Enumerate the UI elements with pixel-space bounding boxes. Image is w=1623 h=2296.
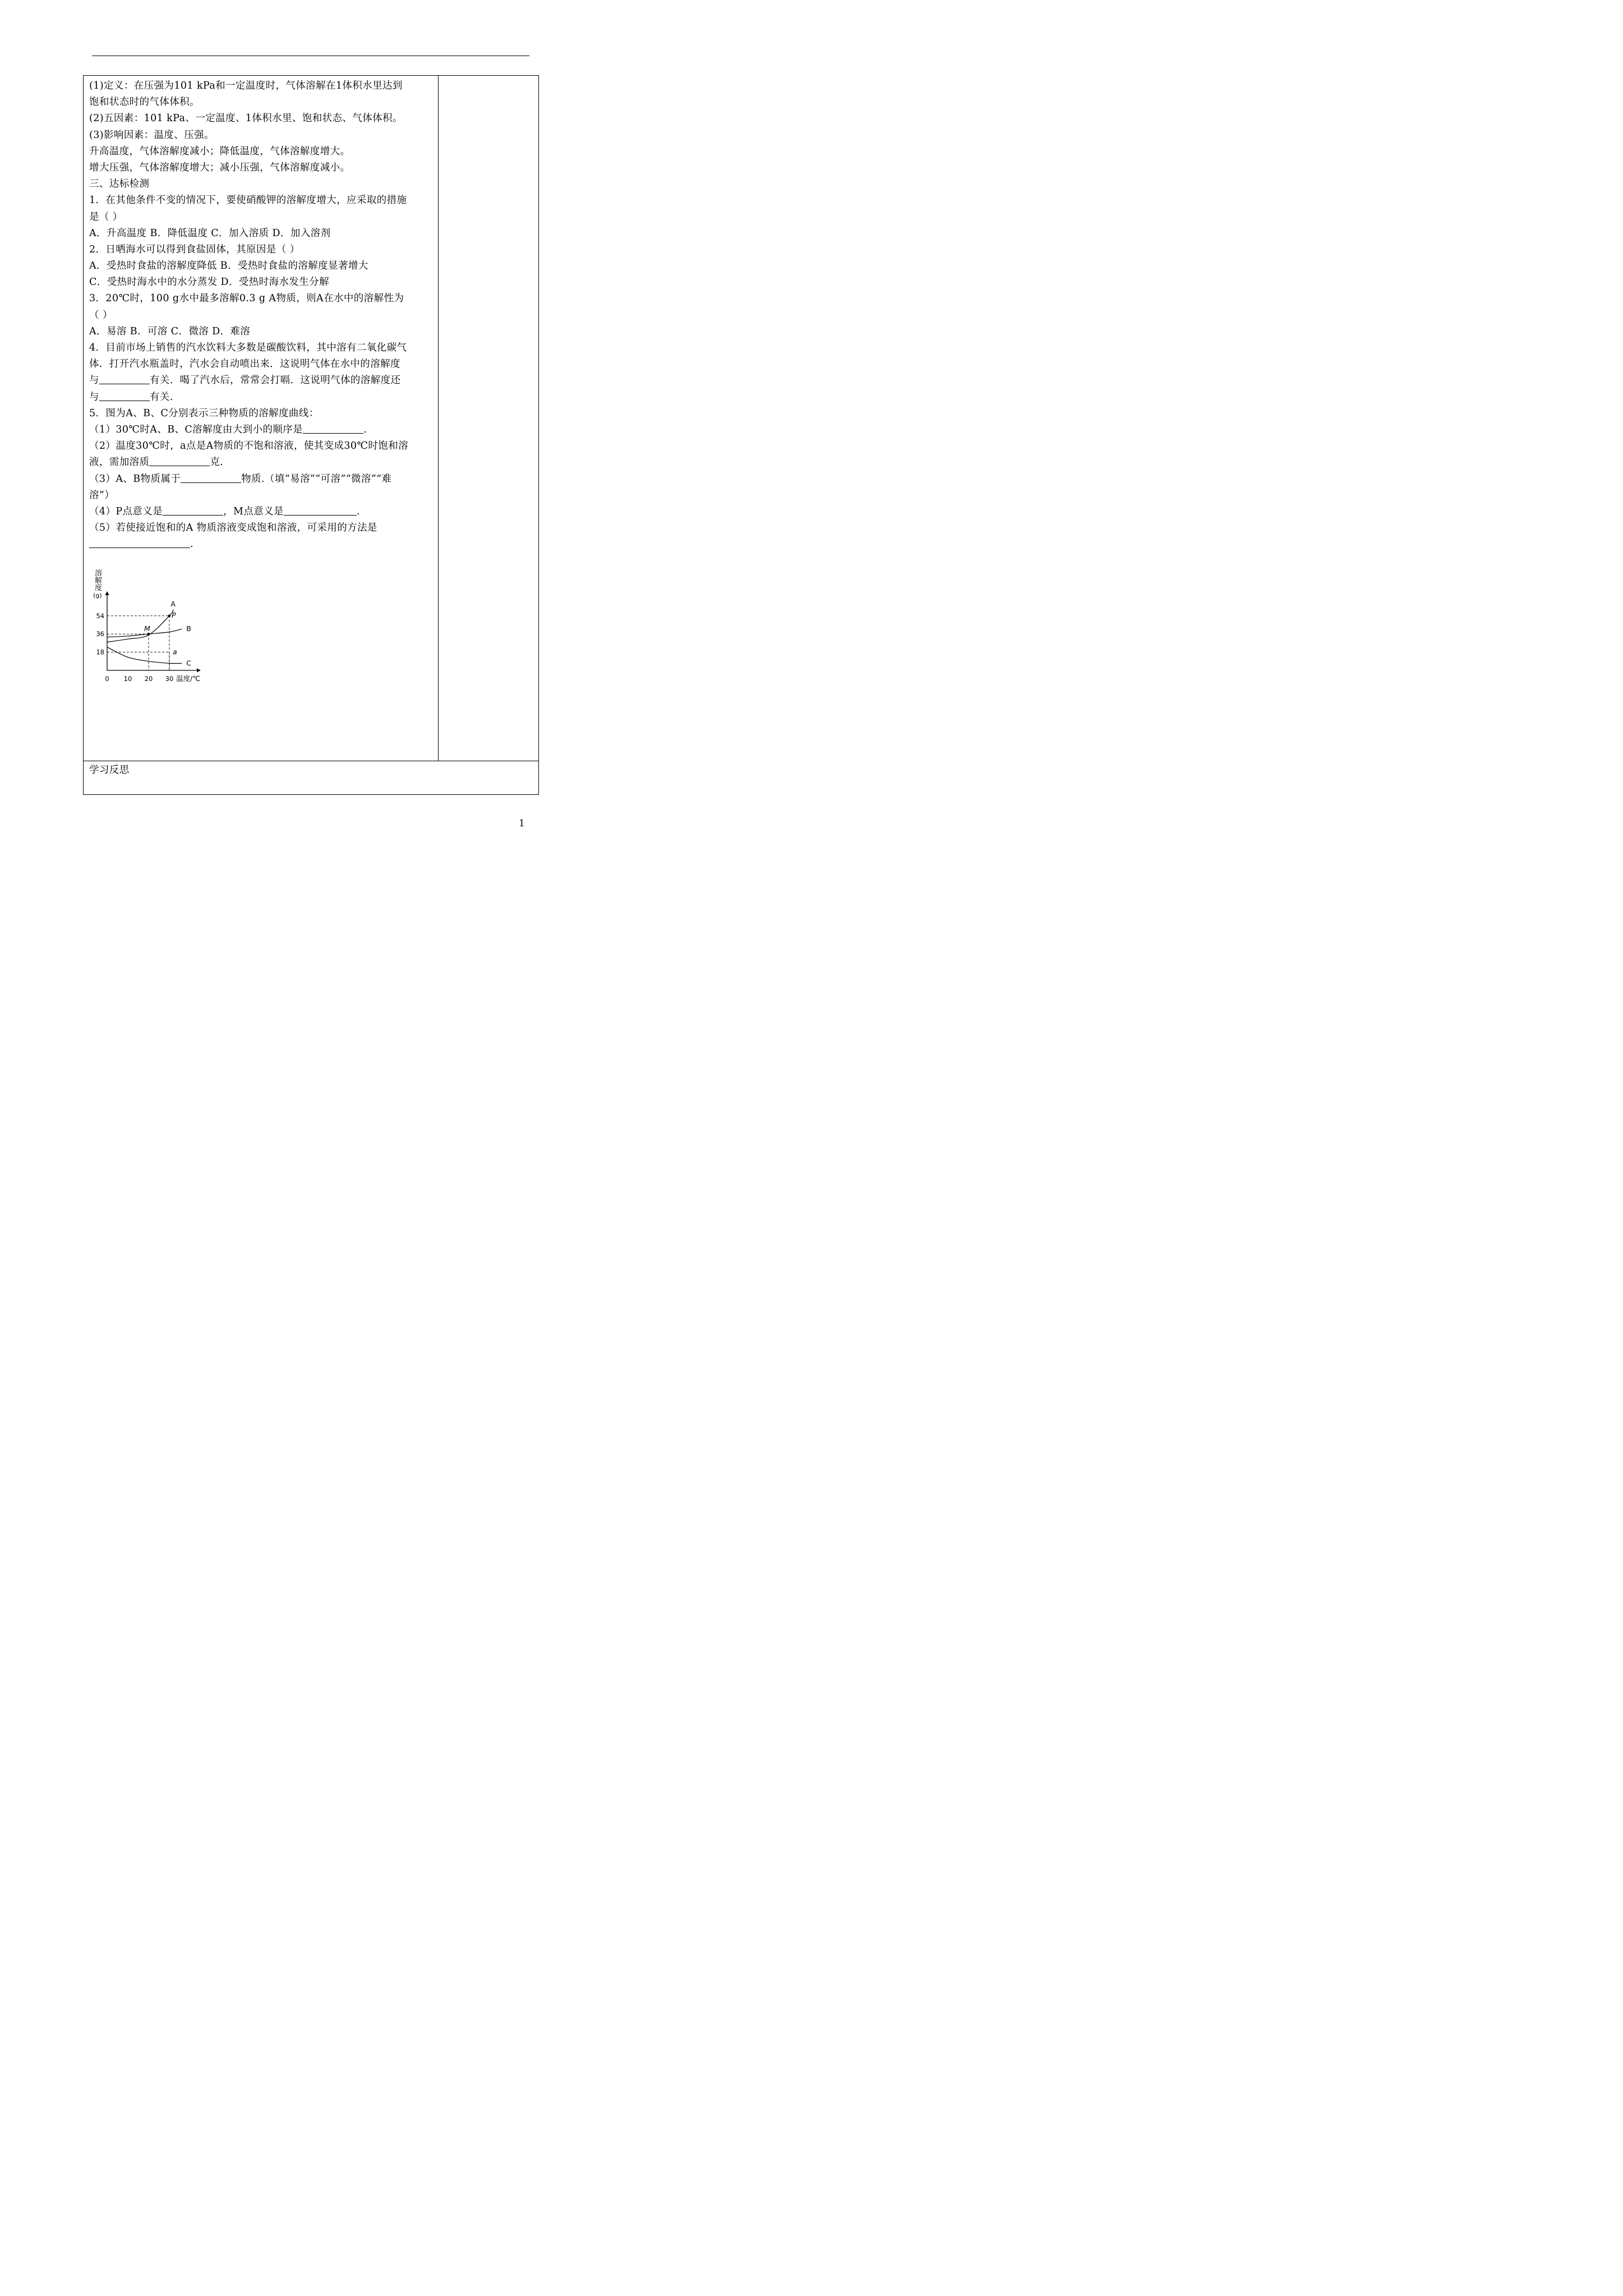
question-5-sub-4-suffix: . bbox=[356, 505, 360, 517]
question-5-sub-2-suffix: 克. bbox=[210, 457, 224, 468]
answer-blank[interactable] bbox=[89, 536, 190, 548]
reflection-title: 学习反思 bbox=[89, 765, 130, 776]
question-5-sub-5-line-1: （5）若使接近饱和的A 物质溶液变成饱和溶液，可采用的方法是 bbox=[89, 522, 377, 534]
curve-label-A: A bbox=[170, 600, 176, 608]
answer-blank[interactable] bbox=[181, 471, 241, 483]
question-2-options-ab: A．受热时食盐的溶解度降低 B．受热时食盐的溶解度显著增大 bbox=[89, 260, 368, 272]
answer-blank[interactable] bbox=[163, 504, 223, 516]
question-4-line-3-suffix: 有关．喝了汽水后，常常会打嗝．这说明气体的溶解度还 bbox=[149, 375, 401, 386]
answer-blank[interactable] bbox=[284, 504, 357, 516]
y-axis-label: 度 bbox=[95, 584, 103, 592]
y-tick-label: 36 bbox=[96, 630, 104, 638]
x-tick-label: 0 bbox=[105, 675, 109, 683]
question-4-line-1: 4．目前市场上销售的汽水饮料大多数是碳酸饮料，其中溶有二氧化碳气 bbox=[89, 342, 407, 353]
question-4-line-2: 体．打开汽水瓶盖时，汽水会自动喷出来．这说明气体在水中的溶解度 bbox=[89, 358, 400, 370]
question-5-intro: 5．图为A、B、C分别表示三种物质的溶解度曲线： bbox=[89, 407, 319, 419]
x-axis-arrow bbox=[197, 669, 201, 673]
point-P bbox=[168, 615, 171, 618]
answer-blank[interactable] bbox=[303, 422, 363, 434]
question-3-options: A．易溶 B．可溶 C．微溶 D．难溶 bbox=[89, 325, 251, 337]
question-5-sub-3-suffix: 物质.（填“易溶”“可溶”“微溶”“难 bbox=[241, 473, 392, 485]
question-5-sub-3-prefix: （3）A、B物质属于 bbox=[89, 473, 181, 485]
influence-factors-line: (3)影响因素：温度、压强。 bbox=[89, 129, 214, 141]
curve-C bbox=[107, 647, 182, 664]
x-tick-label: 30 bbox=[165, 675, 174, 683]
y-axis-label: 溶 bbox=[95, 569, 103, 578]
x-tick-label: 20 bbox=[144, 675, 153, 683]
question-5-sub-2-line-2 bbox=[89, 454, 435, 471]
question-5-sub-2-prefix: 液，需加溶质 bbox=[89, 457, 150, 468]
question-5-sub-1 bbox=[89, 422, 435, 438]
lesson-content bbox=[89, 78, 435, 553]
section-heading: 三、达标检测 bbox=[89, 178, 150, 190]
question-2-options-cd: C．受热时海水中的水分蒸发 D．受热时海水发生分解 bbox=[89, 277, 329, 288]
point-label-a: a bbox=[173, 647, 177, 656]
question-5-sub-2-line-1: （2）温度30℃时，a点是A物质的不饱和溶液，使其变成30℃时饱和溶 bbox=[89, 440, 408, 452]
page-number: 1 bbox=[519, 818, 525, 829]
question-4-line-3 bbox=[89, 372, 435, 389]
question-3-line-2: （ ） bbox=[89, 309, 113, 321]
question-4-line-4-prefix: 与 bbox=[89, 391, 99, 403]
temperature-effect-line: 升高温度，气体溶解度减小；降低温度，气体溶解度增大。 bbox=[89, 145, 351, 157]
question-4-line-4 bbox=[89, 389, 435, 406]
point-label-P: P bbox=[172, 610, 176, 619]
five-factors-line: (2)五因素：101 kPa、一定温度、1体积水里、饱和状态、气体体积。 bbox=[89, 113, 403, 125]
question-5-sub-4-prefix: （4）P点意义是 bbox=[89, 505, 163, 517]
question-3-line-1: 3．20℃时，100 g水中最多溶解0.3 g A物质，则A在水中的溶解性为 bbox=[89, 293, 404, 305]
point-label-M: M bbox=[144, 624, 150, 633]
question-5-sub-5-suffix: . bbox=[190, 539, 193, 550]
question-1-line-2: 是（ ） bbox=[89, 211, 123, 223]
curve-label-C: C bbox=[186, 659, 191, 668]
x-tick-label: 10 bbox=[123, 675, 132, 683]
question-1-line-1: 1．在其他条件不变的情况下，要使硝酸钾的溶解度增大，应采取的措施 bbox=[89, 195, 407, 206]
question-4-line-3-prefix: 与 bbox=[89, 375, 99, 386]
question-5-sub-3-line-1 bbox=[89, 471, 435, 487]
question-4-line-4-suffix: 有关. bbox=[149, 391, 173, 403]
y-axis-arrow bbox=[105, 591, 109, 595]
question-1-options: A．升高温度 B．降低温度 C．加入溶质 D．加入溶剂 bbox=[89, 227, 331, 239]
solubility-curve-chart bbox=[90, 567, 225, 687]
x-axis-label: 温度/℃ bbox=[176, 674, 201, 683]
y-tick-label: 18 bbox=[96, 648, 104, 656]
point-M bbox=[147, 633, 150, 636]
question-5-sub-1-prefix: （1）30℃时A、B、C溶解度由大到小的顺序是 bbox=[89, 424, 303, 435]
question-2-line: 2．日晒海水可以得到食盐固体，其原因是（ ） bbox=[89, 243, 300, 255]
definition-line-2: 饱和状态时的气体体积。 bbox=[89, 96, 200, 108]
pressure-effect-line: 增大压强，气体溶解度增大；减小压强，气体溶解度减小。 bbox=[89, 162, 351, 173]
y-tick-label: 54 bbox=[96, 611, 104, 620]
question-5-sub-4 bbox=[89, 504, 435, 520]
definition-line-1: (1)定义：在压强为101 kPa和一定温度时，气体溶解在1体积水里达到 bbox=[89, 80, 403, 91]
y-axis-unit: (g) bbox=[93, 592, 102, 599]
answer-blank[interactable] bbox=[99, 372, 150, 384]
question-5-sub-3-line-2: 溶”） bbox=[89, 489, 115, 501]
y-axis-label: 解 bbox=[95, 577, 103, 585]
lesson-table bbox=[83, 75, 539, 795]
curve-label-B: B bbox=[186, 624, 191, 633]
question-5-sub-5-line-2 bbox=[89, 536, 435, 553]
answer-blank[interactable] bbox=[99, 389, 150, 401]
curve-A bbox=[107, 610, 173, 642]
column-divider bbox=[438, 76, 439, 761]
answer-blank[interactable] bbox=[149, 454, 210, 466]
question-5-sub-1-suffix: . bbox=[363, 424, 367, 435]
question-5-sub-4-middle: ，M点意义是 bbox=[223, 505, 284, 517]
